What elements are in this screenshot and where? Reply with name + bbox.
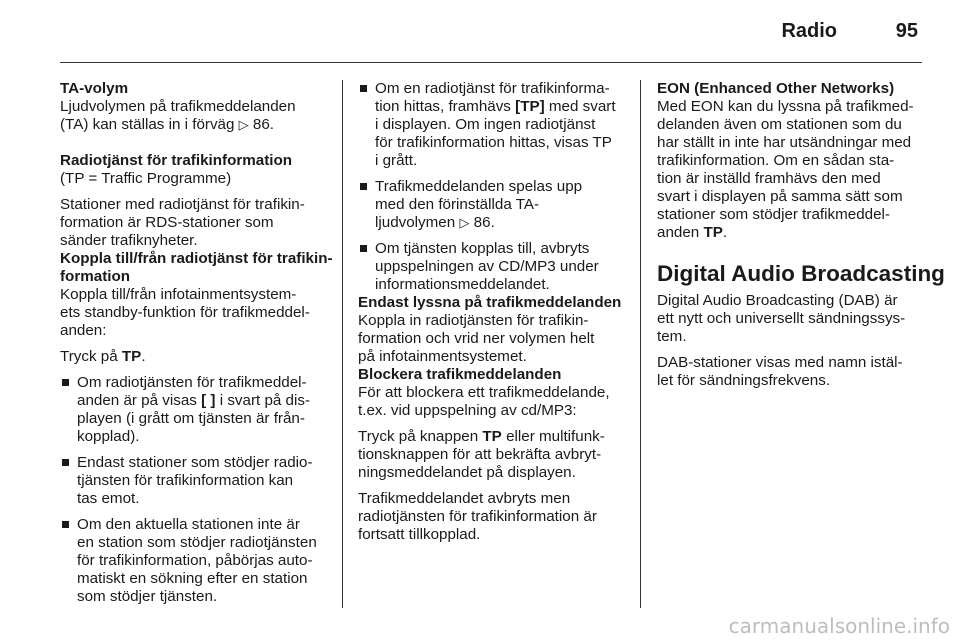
toggle-tp-heading: formation — [60, 268, 131, 285]
text-line: tion är inställd framhävs den med — [657, 170, 881, 187]
text-span: med svart — [548, 98, 616, 115]
text-line: en station som stödjer radiotjänsten — [77, 534, 317, 551]
text-span: Tryck på — [60, 348, 118, 365]
text-line: fortsatt tillkopplad. — [358, 526, 481, 543]
page-reference-icon: ▷ — [238, 117, 249, 132]
text-line: som stödjer tjänsten. — [77, 588, 218, 605]
text-line — [358, 428, 624, 446]
tp-key-label: TP — [703, 224, 723, 241]
text-line — [375, 214, 624, 232]
text-line: med den förinställda TA- — [375, 196, 540, 213]
text-line: sänder trafiknyheter. — [60, 232, 198, 249]
tp-key-label: TP — [482, 428, 502, 445]
text-line: ningsmeddelandet på displayen. — [358, 464, 576, 481]
text-line: playen (i grått om tjänsten är från- — [77, 410, 305, 427]
toggle-tp-heading: Koppla till/från radiotjänst för trafikin- — [60, 250, 333, 267]
text-span: (TA) kan ställas in i förväg — [60, 116, 235, 133]
text-line: radiotjänsten för trafikinformation är — [358, 508, 597, 525]
list-item — [358, 178, 624, 232]
list-item — [60, 516, 328, 606]
text-line: formation och vrid ner volymen helt — [358, 330, 595, 347]
text-line: Digital Audio Broadcasting (DAB) är — [657, 292, 898, 309]
text-span: i svart på dis- — [219, 392, 311, 409]
text-line: i grått. — [375, 152, 418, 169]
block-announcements-heading: Blockera trafikmeddelanden — [358, 366, 562, 383]
page-reference-link[interactable]: 86. — [473, 214, 495, 231]
text-line: (TP = Traffic Programme) — [60, 170, 232, 187]
text-span: Tryck på knappen — [358, 428, 479, 445]
text-line: Om tjänsten kopplas till, avbryts — [375, 240, 590, 257]
page-reference-icon: ▷ — [459, 215, 470, 230]
text-line: informationsmeddelandet. — [375, 276, 550, 293]
page-header — [60, 0, 922, 63]
text-line: matiskt en sökning efter en station — [77, 570, 308, 587]
text-line: Trafikmeddelanden spelas upp — [375, 178, 583, 195]
text-line: tem. — [657, 328, 687, 345]
text-line: tionsknappen för att bekräfta avbryt- — [358, 446, 602, 463]
text-line: anden: — [60, 322, 107, 339]
bullet-icon — [360, 85, 367, 92]
text-line: för trafikinformation hittas, visas TP — [375, 134, 612, 151]
text-line — [60, 348, 328, 366]
ta-volume-heading: TA-volym — [60, 80, 129, 97]
text-line: Med EON kan du lyssna på trafikmed- — [657, 98, 914, 115]
list-item — [358, 80, 624, 170]
text-line: Endast stationer som stödjer radio- — [77, 454, 313, 471]
text-line: Om en radiotjänst för trafikinforma- — [375, 80, 610, 97]
text-line: kopplad). — [77, 428, 140, 445]
watermark: carmanualsonline.info — [728, 614, 950, 638]
list-item — [60, 454, 328, 508]
tp-indicator-label: [TP] — [515, 98, 545, 115]
page-reference-link[interactable]: 86. — [252, 116, 275, 133]
text-line: ets standby-funktion för trafikmeddel- — [60, 304, 310, 321]
list-item — [358, 240, 624, 294]
text-line: formation är RDS-stationer som — [60, 214, 274, 231]
tp-indicator-label: [ ] — [201, 392, 216, 409]
bullet-icon — [360, 245, 367, 252]
text-line: för trafikinformation, påbörjas auto- — [77, 552, 313, 569]
column-right — [657, 80, 945, 390]
column-divider — [640, 80, 641, 608]
text-line — [657, 224, 925, 242]
text-line — [375, 98, 624, 116]
text-span: ljudvolymen — [375, 214, 456, 231]
column-left — [60, 80, 333, 606]
text-line: För att blockera ett trafikmeddelande, — [358, 384, 610, 401]
text-line: tas emot. — [77, 490, 140, 507]
text-line: trafikinformation. Om en sådan sta- — [657, 152, 895, 169]
listen-only-heading: Endast lyssna på trafikmeddelanden — [358, 294, 622, 311]
text-line: Om radiotjänsten för trafikmeddel- — [77, 374, 307, 391]
tp-key-label: TP — [121, 348, 142, 365]
eon-heading: EON (Enhanced Other Networks) — [657, 80, 895, 97]
bullet-icon — [62, 459, 69, 466]
text-line: tjänsten för trafikinformation kan — [77, 472, 294, 489]
text-line: uppspelningen av CD/MP3 under — [375, 258, 599, 275]
text-line: Stationer med radiotjänst för trafikin- — [60, 196, 305, 213]
text-span: . — [141, 348, 146, 365]
text-line: i displayen. Om ingen radiotjänst — [375, 116, 596, 133]
text-line — [60, 116, 328, 134]
text-span: anden är på visas — [77, 392, 197, 409]
text-line: har ställt in inte har utsändningar med — [657, 134, 912, 151]
text-span: anden — [657, 224, 700, 241]
text-line: DAB-stationer visas med namn istäl- — [657, 354, 903, 371]
text-line: Koppla in radiotjänsten för trafikin- — [358, 312, 589, 329]
text-line: Trafikmeddelandet avbryts men — [358, 490, 571, 507]
column-middle — [358, 80, 624, 544]
text-line: t.ex. vid uppspelning av cd/MP3: — [358, 402, 577, 419]
text-line: stationer som stödjer trafikmeddel- — [657, 206, 890, 223]
text-span: tion hittas, framhävs — [375, 98, 511, 115]
text-line: Koppla till/från infotainmentsystem- — [60, 286, 297, 303]
bullet-icon — [62, 379, 69, 386]
page-number: 95 — [895, 20, 918, 42]
text-line — [77, 392, 328, 410]
list-item — [60, 374, 328, 446]
text-span: eller multifunk- — [506, 428, 605, 445]
text-line: delanden även om stationen som du — [657, 116, 902, 133]
bullet-icon — [360, 183, 367, 190]
text-line: let för sändningsfrekvens. — [657, 372, 831, 389]
bullet-icon — [62, 521, 69, 528]
column-divider — [342, 80, 343, 608]
tp-heading: Radiotjänst för trafikinformation — [60, 152, 293, 169]
text-line: på infotainmentsystemet. — [358, 348, 527, 365]
text-line: Ljudvolymen på trafikmeddelanden — [60, 98, 296, 115]
text-span: . — [722, 224, 728, 241]
text-line: ett nytt och universellt sändningssys- — [657, 310, 906, 327]
text-line: svart i displayen på samma sätt som — [657, 188, 903, 205]
text-line: Om den aktuella stationen inte är — [77, 516, 300, 533]
dab-heading: Digital Audio Broadcasting — [657, 261, 945, 286]
section-title: Radio — [781, 20, 837, 42]
